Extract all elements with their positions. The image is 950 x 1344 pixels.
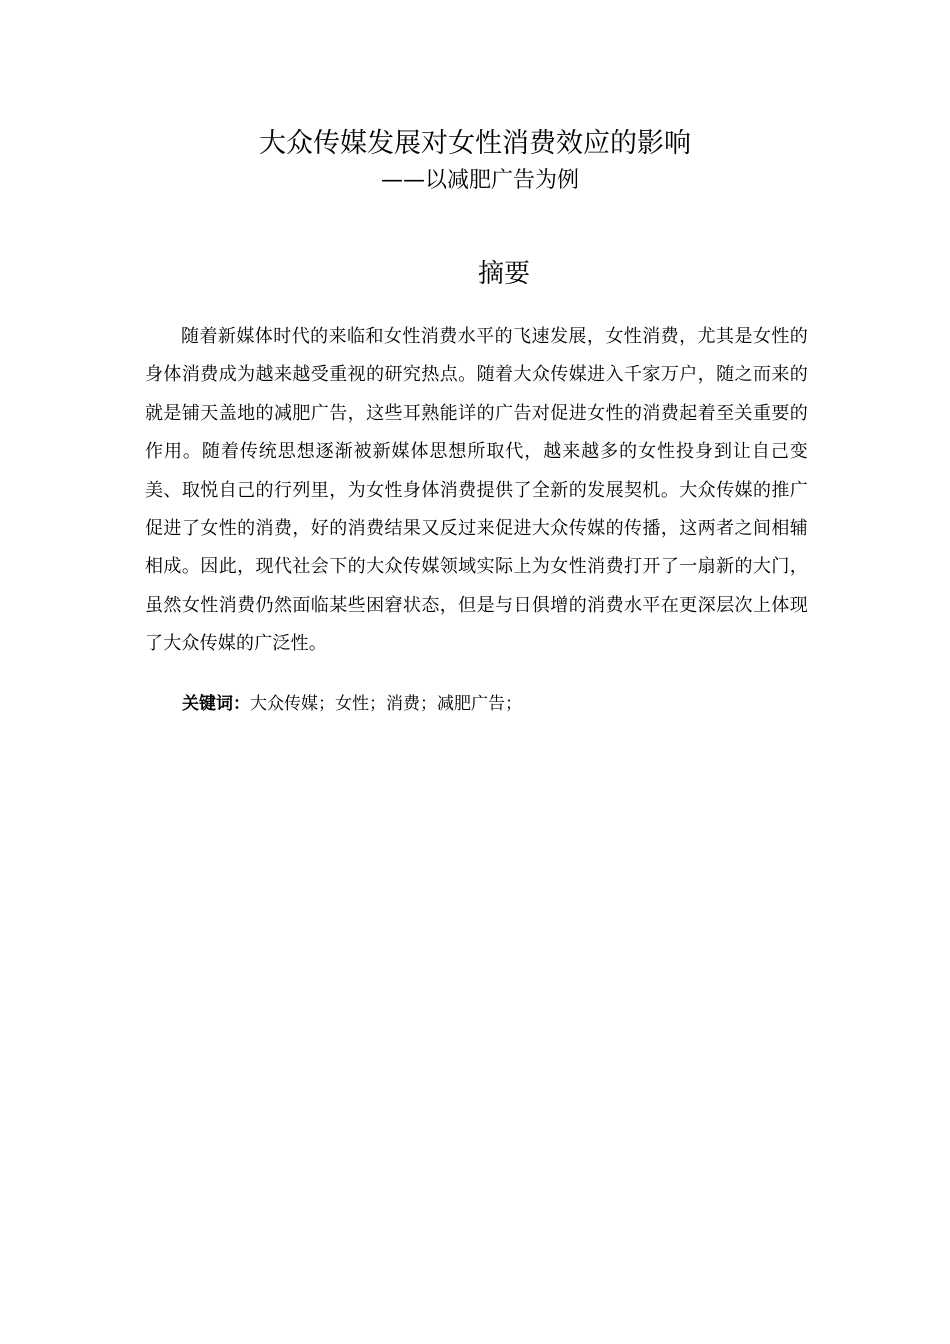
- keywords-value: 大众传媒；女性；消费；减肥广告；: [250, 694, 522, 714]
- abstract-heading: 摘要: [477, 259, 530, 289]
- keywords-line: [182, 688, 802, 720]
- paper-subtitle: ——以减肥广告为例: [380, 168, 579, 193]
- paper-title: 大众传媒发展对女性消费效应的影响: [259, 128, 691, 159]
- keywords-label: 关键词：: [182, 694, 250, 714]
- abstract-paragraph: 随着新媒体时代的来临和女性消费水平的飞速发展，女性消费，尤其是女性的身体消费成为越来越受重视的研究热点。随着大众传媒进入千家万户，随之而来的就是铺天盖地的减肥广告，这些耳熟能详的广告对促进女性的消费起着至关重要的作用。随着传统思想逐渐被新媒体思想所取代，越来越多的女性投身到让自己变美、取悦自己的行列里，为女性身体消费提供了全新的发展契机。大众传媒的推广促进了女性的消费，好的消费结果又反过来促进大众传媒的传播，这两者之间相辅相成。因此，现代社会下的大众传媒领域实际上为女性消费打开了一扇新的大门，虽然女性消费仍然面临某些困窘状态，但是与日俱增的消费水平在更深层次上体现了大众传媒的广泛性。: [145, 326, 808, 655]
